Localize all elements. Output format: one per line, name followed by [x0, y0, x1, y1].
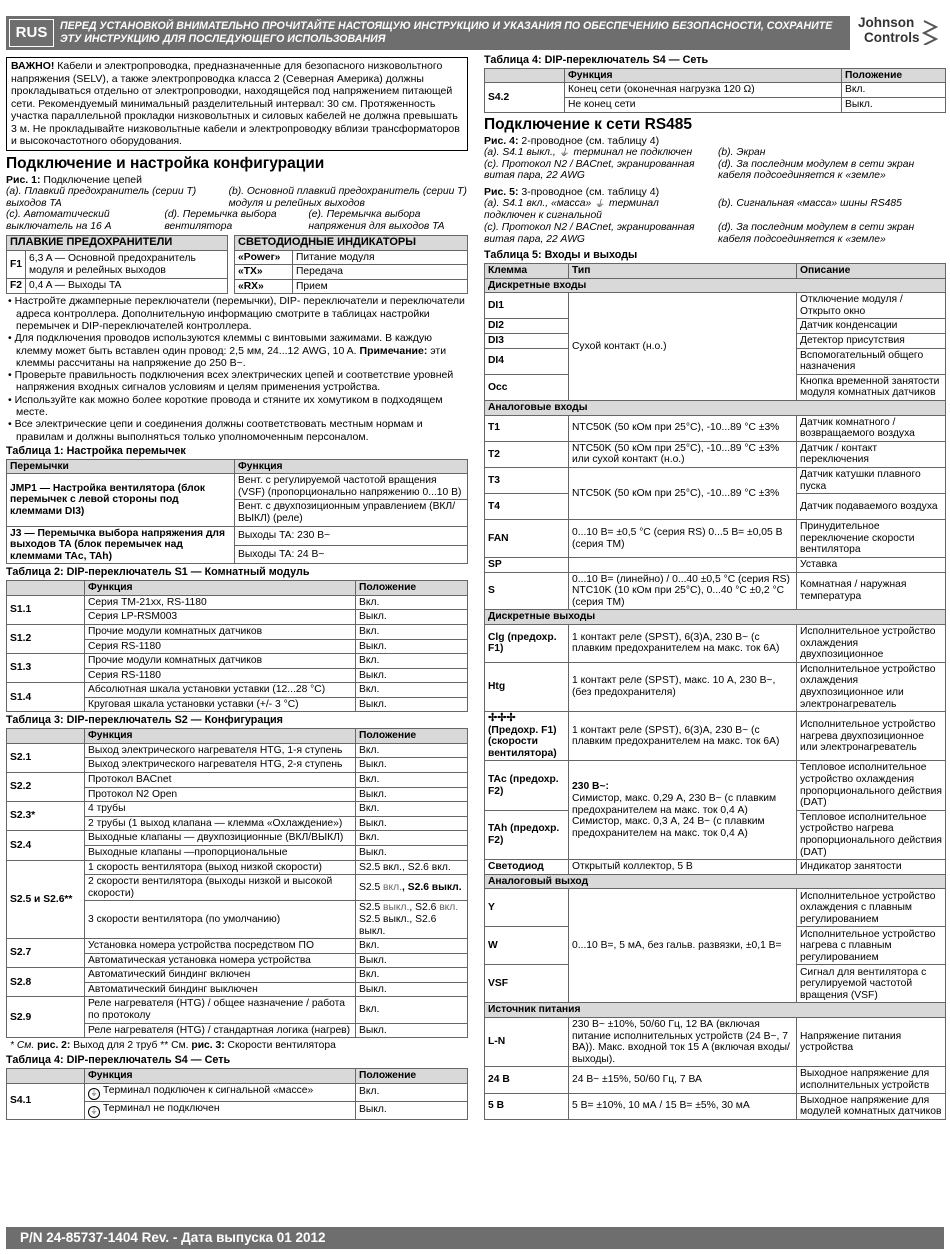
- table-4a-caption: Таблица 4: DIP-переключатель S4 — Сеть: [6, 1054, 231, 1067]
- header-banner: [6, 16, 850, 50]
- table-3-caption: Таблица 3: DIP-переключатель S2 — Конфигурация: [6, 714, 283, 727]
- warning-text: Кабели и электропроводка, предназначенные для безопасного низковольтного напряжения (SELV), а также электропроводка класса 2 (Северная Америка) должны прокладываться отдельно от электропроводки, находящейся под напряжением питающей сети. Рекомендуемый минимальный разделительный интервал: 30 см. Протяженность участка параллельной прокладки низковольтных и силовых кабелей не должна превышать 3 м. Не прокладывайте низковольтные кабели и электропроводку вблизи трансформаторов и высокочастотного оборудования.: [11, 60, 460, 147]
- ground-icon: ⏚: [594, 199, 605, 211]
- table-4-s42: Функция Положение S4.2 Конец сети (оконечная нагрузка 120 Ω) Вкл. Не конец сети Выкл.: [484, 68, 946, 113]
- table-3-footnote: * См. рис. 2: Выход для 2 труб ** См. рис. 3: Скорости вентилятора: [10, 1040, 336, 1052]
- footer-bar: P/N 24-85737-1404 Rev. - Дата выпуска 01 2012: [6, 1227, 944, 1249]
- logo-icon: [920, 19, 940, 45]
- figure-1-legend-2: (c). Автоматический выключатель на 16 A (d). Перемычка выбора вентилятора (e). Перемычка выбора напряжения для выходов TA: [6, 209, 445, 233]
- warning-label: ВАЖНО!: [11, 60, 55, 72]
- ground-icon: ⏚: [88, 1106, 100, 1118]
- figure-4-caption: Рис. 4: 2-проводное (см. таблицу 4): [484, 134, 660, 147]
- section-title-connection: Подключение и настройка конфигурации: [6, 154, 325, 172]
- brand-name-1: Johnson: [858, 15, 915, 30]
- figure-1-legend: (a). Плавкий предохранитель (серии T) выходов TA (b). Основной плавкий предохранитель (серии T) модуля и релейных выходов: [6, 185, 467, 209]
- fuse-led-tables: [6, 235, 468, 294]
- leds-table: СВЕТОДИОДНЫЕ ИНДИКАТОРЫ «Power» Питание модуля «TX» Передача «RX» Прием: [234, 235, 468, 294]
- warning-box: [6, 57, 468, 151]
- figure-5-legend: (a). S4.1 вкл., «масса» ⏚ терминал подключен к сигнальной (b). Сигнальная «масса» шины RS485 (c). Протокол N2 / BACnet, экранированная витая пара, 22 AWG (d). За последним модулем в сети экран кабеля подсоединяется к «земле»: [484, 198, 915, 245]
- brand-name-2: Controls: [864, 30, 920, 45]
- table-4b-caption: Таблица 4: DIP-переключатель S4 — Сеть: [484, 54, 709, 66]
- figure-1-caption: Рис. 1: Подключение цепей: [6, 173, 143, 186]
- table-2-s1: Функция Положение S1.1 Серия TM-21xx, RS-1180 Вкл. Серия LP-RSM003 Выкл. S1.2 Прочие модули комнатных датчиков Вкл. Серия RS-1180 Выкл. S1.3 Прочие модули комнатных датчиков Вкл. Серия RS-1180 Выкл. S1.4 Абсолютная шкала установки уставки (12...28 °C) Вкл. Круговая шкала установки уставки (+/- 3 °C) Выкл.: [6, 580, 468, 712]
- table-5-io: Клемма Тип Описание Дискретные входы DI1 Сухой контакт (н.о.) Отключение модуля / Открыто окно DI2 Датчик конденсации DI3 Детектор присутствия DI4 Вспомогательный общего назначения Occ Кнопка временной занятости модуля комнатных датчиков Аналоговые входы T1 NTC50K (50 кОм при 25°C), -10...89 °C ±3% Датчик комнатного / возвращаемого воздуха T2 NTC50K (50 кОм при 25°C), -10...89 °C ±3% или сухой контакт (н.о.) Датчик / контакт переключения T3 NTC50K (50 кОм при 25°C), -10...89 °C ±3% Датчик катушки плавного пуска T4 Датчик подаваемого воздуха FAN 0...10 В= ±0,5 °C (серия RS) 0...5 В= ±0,05 В (серия TM) Принудительное переключение скорости вентилятора SP Уставка S 0...10 В= (линейно) / 0...40 ±0,5 °C (серия RS) NTC10K (10 кОм при 25°C), 0...40 °C ±0,2 °C (серия TM) Комнатная / наружная температура Дискретные выходы Clg (предохр. F1) 1 контакт реле (SPST), 6(3)A, 230 В~ (с плавким предохранителем на макс. ток 6A) Исполнительное устройство охлаждения двухпозиционное Htg 1 контакт реле (SPST), макс. 10 A, 230 В~, (без предохранителя) Исполнительное устройство охлаждения двухпозиционное или электронагреватель ✢✢✢ (Предохр. F1) (скорости вентилятора) 1 контакт реле (SPST), 6(3)A, 230 В~ (с плавким предохранителем на макс. ток 6A) Исполнительное устройство нагрева двухпозиционное или электронагреватель TAc (предохр. F2) 230 В~: Симистор, макс. 0,29 A, 230 В~ (с плавким предохранителем на макс. ток 0,4 A) Симистор, макс. 0,3 A, 24 В~ (с плавким предохранителем на макс. ток 0,4 A) Тепловое исполнительное устройство охлаждения пропорционального действия (DAT) TAh (предохр. F2) Тепловое исполнительное устройство нагрева пропорционального действия (DAT) Светодиод Открытый коллектор, 5 В Индикатор занятости Аналоговый выход Y 0...10 В=, 5 мА, без гальв. развязки, ±0,1 В= Исполнительное устройство охлаждения с плавным регулированием W Исполнительное устройство нагрева с плавным регулированием VSF Сигнал для вентилятора с регулируемой частотой вращения (VSF) Источник питания L-N 230 В~ ±10%, 50/60 Гц, 12 ВА (включая питание исполнительных устройств (24 В~, 7 ВА)). Макс. входной ток 15 A (включая входы/выходы). Напряжение питания устройства 24 В 24 В~ ±15%, 50/60 Гц, 7 ВА Выходное напряжение для исполнительных устройств 5 В 5 В= ±10%, 10 мА / 15 В= ±5%, 30 мА Выходное напряжение для модулей комнатных датчиков: [484, 263, 946, 1120]
- table-1-jumpers: Перемычки Функция JMP1 — Настройка вентилятора (блок перемычек с левой стороны под клеммами DI3) Вент. с регулируемой частотой вращения (VSF) (пропорционально напряжению 0...10 В) Вент. с двухпозиционным управлением (ВКЛ/ВЫКЛ) (реле) J3 — Перемычка выбора напряжения для выходов TA (блок перемычек над клеммами TAc, TAh) Выходы TA: 230 В~ Выходы TA: 24 В~: [6, 459, 468, 565]
- left-column: [6, 57, 468, 1120]
- section-title-rs485: Подключение к сети RS485: [484, 115, 693, 133]
- brand-logo: [858, 15, 944, 45]
- ground-icon: ⏚: [88, 1088, 100, 1100]
- table-1-caption: Таблица 1: Настройка перемычек: [6, 444, 186, 457]
- fuses-table: ПЛАВКИЕ ПРЕДОХРАНИТЕЛИ F1 6,3 A — Основной предохранитель модуля и релейных выходов F2 0,4 A — Выходы TA: [6, 235, 228, 294]
- instructions-list: • Настройте джамперные переключатели (перемычки), DIP- переключатели и переключатели адреса контроллера. Дополнительную информацию смотрите в таблицах настройки перемычек и DIP-переключателей контроллера. • Для подключения проводов используются клеммы с винтовыми зажимами. В каждую клемму может быть вставлен один провод: 2,5 мм, 24...12 AWG, 10 A. Примечание: эти клеммы рассчитаны на напряжение до 250 В~. • Проверьте правильность подключения всех электрических цепей и соответствие уровней напряжения входных сигналов условиям и целям применения устройства. • Используйте как можно более короткие провода и стяните их хомутиком в подходящем месте. • Все электрические цепи и соединения должны соответствовать местным нормам и правилам и должны выполняться только уполномоченным персоналом.: [8, 295, 465, 443]
- table-5-caption: Таблица 5: Входы и выходы: [484, 249, 638, 262]
- ground-icon: ⏚: [558, 147, 569, 159]
- table-4-s41: Функция Положение S4.1 ⏚ Терминал подключен к сигнальной «массе» Вкл. ⏚ Терминал не подключен Выкл.: [6, 1068, 468, 1120]
- figure-4-legend: (a). S4.1 выкл., ⏚ терминал не подключен (b). Экран (c). Протокол N2 / BACnet, экранированная витая пара, 22 AWG (d). За последним модулем в сети экран кабеля подсоединяется к «земле»: [484, 146, 915, 182]
- table-2-caption: Таблица 2: DIP-переключатель S1 — Комнатный модуль: [6, 566, 310, 579]
- table-3-s2: Функция Положение S2.1 Выход электрического нагревателя HTG, 1-я ступень Вкл. Выход электрического нагревателя HTG, 2-я ступень Выкл. S2.2 Протокол BACnet Вкл. Протокол N2 Open Выкл. S2.3* 4 трубы Вкл. 2 трубы (1 выход клапана — клемма «Охлаждение») Выкл. S2.4 Выходные клапаны — двухпозиционные (ВКЛ/ВЫКЛ) Вкл. Выходные клапаны —пропорциональные Выкл. S2.5 и S2.6** 1 скорость вентилятора (выход низкой скорости) S2.5 вкл., S2.6 вкл. 2 скорости вентилятора (выходы низкой и высокой скорости) S2.5 вкл., S2.6 выкл. 3 скорости вентилятора (по умолчанию) S2.5 выкл., S2.6 вкл. S2.5 выкл., S2.6 выкл. S2.7 Установка номера устройства посредством ПО Вкл. Автоматическая установка номера устройства Выкл. S2.8 Автоматический биндинг включен Вкл. Автоматический биндинг выключен Выкл. S2.9 Реле нагревателя (HTG) / общее назначение / работа по протоколу Вкл. Реле нагревателя (HTG) / стандартная логика (нагрев) Выкл.: [6, 728, 468, 1038]
- language-code: RUS: [9, 19, 54, 47]
- figure-5-caption: Рис. 5: 3-проводное (см. таблицу 4): [484, 186, 660, 199]
- right-column: [484, 52, 946, 1120]
- header-warning-text: ПЕРЕД УСТАНОВКОЙ ВНИМАТЕЛЬНО ПРОЧИТАЙТЕ НАСТОЯЩУЮ ИНСТРУКЦИЮ И УКАЗАНИЯ ПО ОБЕСПЕЧЕНИЮ БЕЗОПАСНОСТИ, СОХРАНИТЕ ЭТУ ИНСТРУКЦИЮ ДЛЯ ПОСЛЕДУЮЩЕГО ИСПОЛЬЗОВАНИЯ: [60, 20, 833, 45]
- fan-icon: ✢✢✢: [488, 712, 516, 725]
